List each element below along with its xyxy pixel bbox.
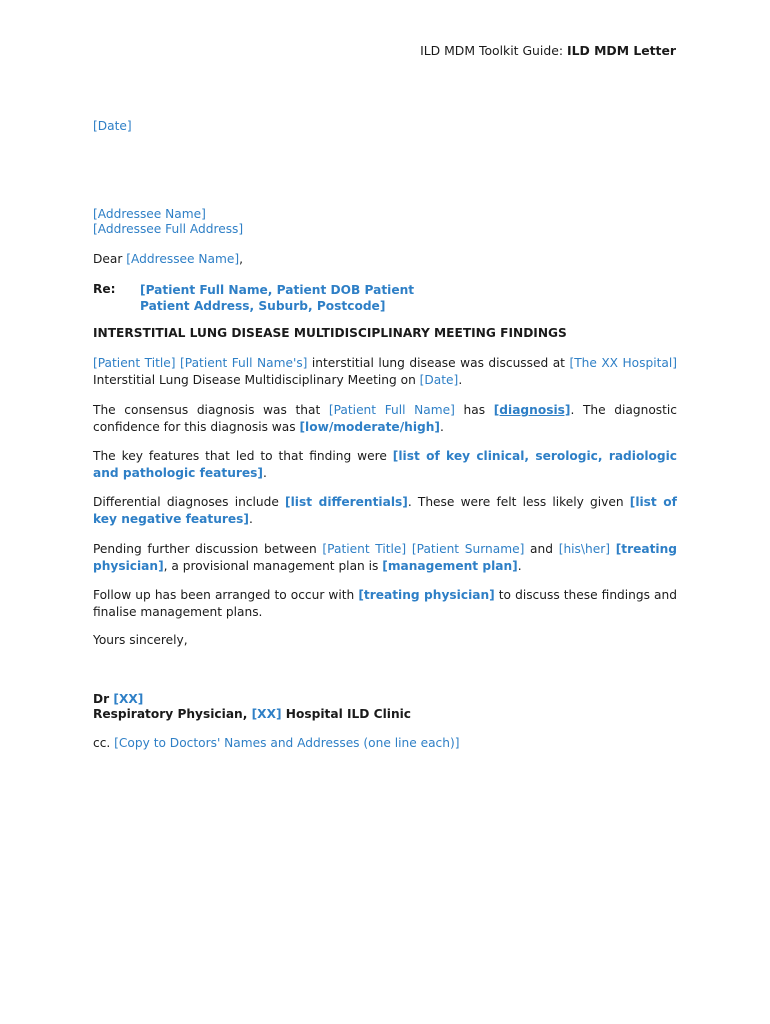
paragraph-5 (93, 541, 677, 575)
salutation-prefix: Dear (93, 252, 127, 266)
salutation-suffix: , (239, 252, 243, 266)
paragraph-2 (93, 402, 677, 436)
header-title: ILD MDM Letter (566, 43, 676, 58)
signature-dr-prefix: Dr (93, 692, 114, 706)
re-label: Re: (93, 282, 116, 296)
p1-date: [Date] (419, 373, 459, 387)
cc-prefix: cc. (93, 736, 115, 750)
p6-treating-physician: [treating physician] (358, 588, 495, 602)
p4-text-3: . (248, 512, 253, 526)
re-block (140, 282, 414, 314)
p1-patient-full-name: [Patient Full Name's] (180, 356, 308, 370)
p2-diagnosis: [diagnosis] (493, 403, 571, 417)
p3-features: [list of key clinical, serologic, radiologic and pathologic features] (93, 449, 678, 480)
p5-patient-surname: [Patient Surname] (411, 542, 525, 556)
paragraph-3 (93, 448, 677, 482)
p1-text-2: Interstitial Lung Disease Multidisciplinary Meeting on (93, 373, 420, 387)
p5-text-1: Pending further discussion between (93, 542, 323, 556)
p1-text-1: interstitial lung disease was discussed at (307, 356, 570, 370)
signature-role-prefix: Respiratory Physician, (93, 707, 252, 721)
p2-text-4: . (439, 420, 444, 434)
p2-patient-full-name: [Patient Full Name] (328, 403, 455, 417)
p1-hospital: [The XX Hospital] (569, 356, 677, 370)
p5-text-2: and (524, 542, 559, 556)
document-header (420, 43, 676, 58)
addressee-name: [Addressee Name] (93, 207, 206, 221)
signature-role (93, 707, 411, 721)
p4-text-2: . These were felt less likely given (407, 495, 630, 509)
re-line-1: [Patient Full Name, Patient DOB Patient (140, 283, 415, 297)
p5-pronoun: [his\her] (558, 542, 610, 556)
p3-text-2: . (263, 466, 267, 480)
p6-text-1: Follow up has been arranged to occur with (93, 588, 359, 602)
p3-text-1: The key features that led to that finding were (93, 449, 393, 463)
closing: Yours sincerely, (93, 633, 188, 647)
p5-management-plan: [management plan] (382, 559, 518, 573)
signature-role-suffix: Hospital ILD Clinic (281, 707, 412, 721)
p5-text-3: , a provisional management plan is (163, 559, 383, 573)
paragraph-4 (93, 494, 677, 528)
p2-text-1: The consensus diagnosis was that (93, 403, 329, 417)
salutation (93, 252, 243, 266)
p4-differentials: [list differentials] (285, 495, 408, 509)
paragraph-1 (93, 355, 677, 389)
p6-text-2: to discuss these findings and finalise management plans. (93, 588, 677, 619)
p4-text-1: Differential diagnoses include (93, 495, 286, 509)
p2-confidence: [low/moderate/high] (299, 420, 440, 434)
signature-dr-name: [XX] (113, 692, 144, 706)
p2-text-2: has (454, 403, 494, 417)
cc-value: [Copy to Doctors' Names and Addresses (one line each)] (114, 736, 460, 750)
p5-text-4: . (517, 559, 522, 573)
p1-patient-title: [Patient Title] (93, 356, 176, 370)
re-line-2: Patient Address, Suburb, Postcode] (140, 299, 386, 313)
addressee-address: [Addressee Full Address] (93, 222, 244, 236)
p1-text-3: . (458, 373, 463, 387)
p5-patient-title: [Patient Title] (322, 542, 407, 556)
p2-text-3: . The diagnostic confidence for this diagnosis was (93, 403, 678, 434)
p4-negative-features: [list of key negative features] (93, 495, 677, 526)
letter-date: [Date] (93, 119, 132, 133)
signature-name (93, 692, 143, 706)
salutation-name: [Addressee Name] (126, 252, 240, 266)
signature-role-hospital: [XX] (251, 707, 282, 721)
header-prefix: ILD MDM Toolkit Guide: (420, 43, 567, 58)
p5-treating-physician: [treating physician] (93, 542, 678, 573)
findings-heading: INTERSTITIAL LUNG DISEASE MULTIDISCIPLINARY MEETING FINDINGS (93, 326, 567, 340)
cc-line (93, 736, 460, 750)
paragraph-6 (93, 587, 677, 621)
